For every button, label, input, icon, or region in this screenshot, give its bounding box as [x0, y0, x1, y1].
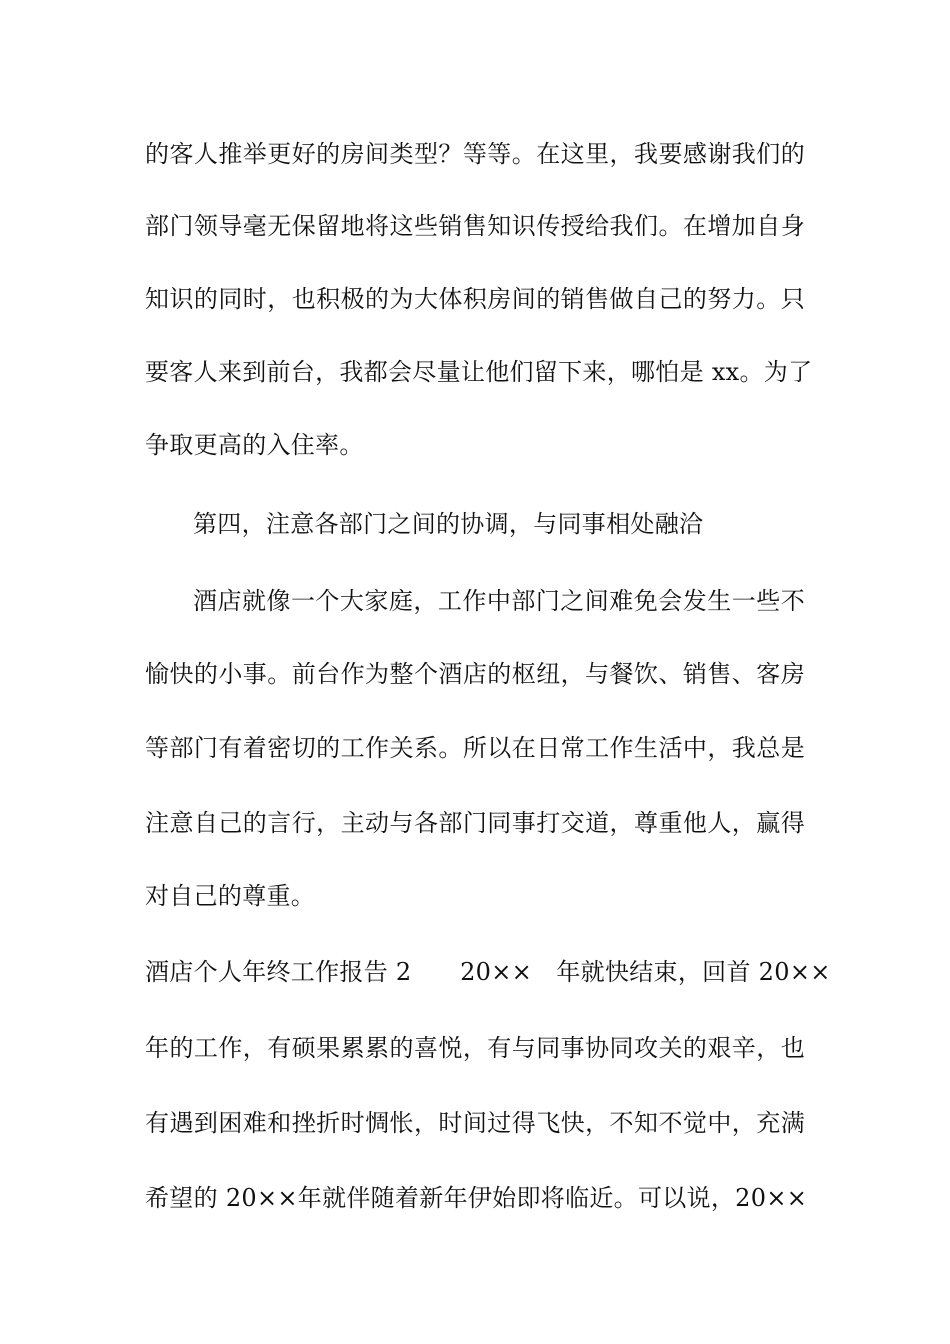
text-line-11: 对自己的尊重。: [145, 882, 316, 910]
section-heading: 第四，注意各部门之间的协调，与同事相处融洽: [193, 510, 704, 538]
text-line-9: 等部门有着密切的工作关系。所以在日常工作生活中，我总是: [145, 734, 805, 762]
text-line-5: 争取更高的入住率。: [145, 431, 364, 459]
text-line-2: 部门领导毫无保留地将这些销售知识传授给我们。在增加自身: [145, 212, 805, 240]
text-line-13: 年的工作，有硕果累累的喜悦，有与同事协同攻关的艰辛，也: [145, 1034, 805, 1062]
text-line-15: 希望的 20××年就伴随着新年伊始即将临近。可以说，20××: [145, 1184, 808, 1212]
report-title-line: 酒店个人年终工作报告 2 20×× 年就快结束，回首 20××: [145, 958, 831, 986]
text-line-10: 注意自己的言行，主动与各部门同事打交道，尊重他人，赢得: [145, 809, 805, 837]
text-line-7: 酒店就像一个大家庭，工作中部门之间难免会发生一些不: [193, 587, 805, 615]
text-line-3: 知识的同时，也积极的为大体积房间的销售做自己的努力。只: [145, 285, 805, 313]
text-line-4: 要客人来到前台，我都会尽量让他们留下来，哪怕是 xx。为了: [145, 358, 813, 386]
text-line-8: 愉快的小事。前台作为整个酒店的枢纽，与餐饮、销售、客房: [145, 660, 805, 688]
text-line-14: 有遇到困难和挫折时惆怅，时间过得飞快，不知不觉中，充满: [145, 1109, 805, 1137]
text-line-1: 的客人推举更好的房间类型？等等。在这里，我要感谢我们的: [145, 140, 805, 168]
